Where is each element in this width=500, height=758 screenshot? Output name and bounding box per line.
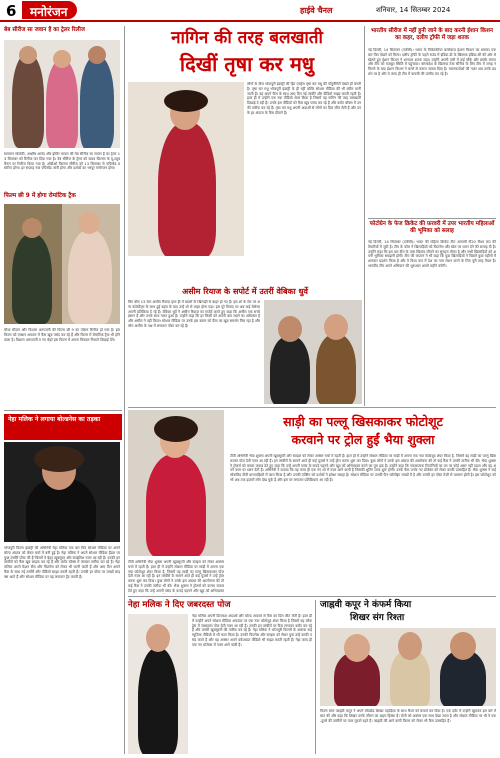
janhvi-headline-1: जाह्नवी कपूर ने कंफर्म किया (320, 600, 412, 610)
janhvi-photo (320, 628, 496, 706)
neha-photo-1 (4, 442, 120, 542)
asim-body: बिग बॉस 13 फेम असीम रियाज़ हाल ही में खतरों के खिलाड़ी से बाहर हो गए हैं। इस शो के सेट पर अन्य कंटेस्टेंट्स के साथ हुई बहस के बाद उन्हें शो से बाहर होना पड़ा। इस पूरे विवाद पर अब कई सेलेब्स अपनी प्रतिक्रिया दे रहे हैं। वेबिका धुर्वे ने असीम रियाज़ का सपोर्ट करते हुए कहा कि असीम एक सच्चे इंसान हैं और उनके साथ गलत हुआ है। उन्होंने कहा कि हर किसी को अपनी बात रखने का अधिकार है और असीम ने वही किया। सोशल मीडिया पर उनके इस बयान को फैंस का खूब समर्थन मिल रहा है और लोग असीम के पक्ष में लगातार पोस्ट कर रहे हैं। (128, 300, 260, 328)
feature-body: टीवी अभिनेत्री भैया शुक्ला अपनी खूबसूरती और स्टाइल को लेकर अक्सर चर्चा में रहती हैं। हाल ही में उन्होंने सोशल मीडिया पर साड़ी में अपना एक नया फोटोशूट शेयर किया है, जिसमें वह साड़ी का पल्लू खिसकाकर पोज़ देती नज़र आ रही हैं। इन तस्वीरों के सामने आते ही कई यूज़र्स ने उन्हें ट्रोल करना शुरू कर दिया। कुछ लोगों ने उनके इस अंदाज़ की आलोचना की तो कई फैंस ने उनकी तारीफ भी की। भैया शुक्ला ने ट्रोलर्स को करारा जवाब देते हुए कहा कि उन्हें अपनी पसंद के कपड़े पहनने और खुद को अभिव्यक्त करने का पूरा हक़ है। उन्होंने कहा कि नकारात्मक टिप्पणियों का उन पर कोई असर नहीं पड़ता और वह अपने काम पर ध्यान देती हैं। अभिनेत्री ने बताया कि वह जल्द ही एक नए शो में नज़र आने वाली हैं जिसकी शूटिंग जल्द शुरू होगी। उनके फैंस उनके नए प्रोजेक्ट को लेकर काफी उत्साहित हैं। भैया शुक्ला ने कई लोकप्रिय टीवी धारावाहिकों में काम किया है और उनकी एक्टिंग को दर्शकों ने हमेशा सराहा है। सोशल मीडिया पर उनकी फैन फॉलोइंग लाखों में है और उनकी हर पोस्ट तेज़ी से वायरल होती है। इस फोटोशूट को भी अब तक हज़ारों लोग देख चुके हैं और इस पर लगातार प्रतिक्रियाएं आ रही हैं। (230, 454, 496, 482)
neha-photo-2 (128, 614, 188, 754)
bottom-mid-headline: नेहा मलिक ने दिए जबरदस्त पोज (128, 600, 231, 610)
divider (124, 26, 125, 754)
divider (128, 596, 496, 597)
janhvi-body: फिल्म स्टार जाह्नवी कपूर ने अपने बॉयफ्रेंड शिखर पहाड़िया के साथ रिश्ते को कंफर्म कर दिया है। एक इवेंट में उन्होंने खुलकर इस बारे में बात की और कहा कि शिखर उनके जीवन का अहम हिस्सा हैं। दोनों को अक्सर एक साथ देखा जाता है और सोशल मीडिया पर भी वे एक-दूसरे की तस्वीरों पर प्यार लुटाते रहते हैं। जाह्नवी की आने वाली फिल्म को लेकर भी फैंस उत्साहित हैं। (320, 709, 496, 723)
asim-photo (264, 300, 362, 404)
col3-top-headline: भारतीय सीरीज में नहीं हुनी जाने के बाद करनी ईशान किशन का कहर, दलीप ट्रॉफी में जड़ा शतक (370, 28, 494, 41)
film-poster-photo (4, 204, 120, 324)
col3-top-body: नई दिल्ली, 14 सितम्बर (एजेंसी)। भारत के विकेटकीपर बल्लेबाज़ ईशान किशन का धमाका एक बार फिर देखने को मिला। दलीप ट्रॉफी के पहले राउंड में इंडिया-डी के खिलाफ इंडिया-सी की ओर से खेलते हुए ईशान किशन ने शानदार शतक जड़ा। उन्होंने अपनी पारी में कई चौके और छक्के लगाए और टीम को मज़बूत स्थिति में पहुंचाया। बांग्लादेश के खिलाफ टेस्ट सीरीज के लिए टीम में जगह न मिलने के बाद ईशान किशन ने बल्ले से करारा जवाब दिया है। चयनकर्ताओं की नज़र अब उनके प्रदर्शन पर है और वे जल्द ही टीम में वापसी की उम्मीद कर रहे हैं। (368, 48, 496, 76)
col1-mid-body: चौथा सीज़न और विशाल अरुप्तानी की फिल्म छी 9 का पोस्टर रिलीज हो गया है। इस फिल्म को एक्शन अवतार में फैंस खूब पसंद कर रहे हैं और फिल्म में रोमांटिक ट्रैक भी होने वाला है। विशाल अरुप्तानी व नए चेहरे इस फिल्म में अपना किरदार निभाते दिखाई देंगे। (4, 328, 120, 342)
divider (128, 407, 496, 408)
issue-date: शनिवार, 14 सितम्बर 2024 (376, 6, 451, 14)
divider (4, 410, 122, 411)
col1-mid-headline: फिल्म छी 9 में होगा रोमांटिक ट्रैक (4, 193, 76, 199)
bottom-mid-body: नेहा मलिक अपनी दिलकश अदाओं और बोल्ड अवतार से फैंस का दिल जीत लेती हैं। हाल ही में उन्होंने अपने सोशल मीडिया अकाउंट पर एक नया फोटोशूट शेयर किया है जिसमें वह ब्लैक ड्रेस में जबरदस्त पोज़ देती नज़र आ रही हैं। उनकी इन तस्वीरों पर फैंस लगातार कमेंट कर रहे हैं और उनकी खूबसूरती की तारीफ कर रहे हैं। नेहा मलिक ने भोजपुरी फिल्मों के अलावा कई म्यूज़िक वीडियो में भी काम किया है। उनकी फिटनेस और स्टाइल को लेकर युवा उन्हें काफी पसंद करते हैं और वह अक्सर अपने वर्कआउट वीडियो भी साझा करती रहती हैं। नेहा जल्द ही एक नए प्रोजेक्ट में नज़र आने वाली हैं। (192, 614, 312, 647)
col3-mid-body: नई दिल्ली, 14 सितम्बर (एजेंसी)। भारत की महिला क्रिकेट टीम आगामी टी20 विश्व कप की तैयारियों में जुटी है। टीम के कोच ने खिलाड़ियों को फिटनेस और खेल पर ध्यान देने की सलाह दी है। उन्होंने कहा कि इस बार टीम के पास खिताब जीतने का सुनहरा मौका है और सभी खिलाड़ियों को अपनी भूमिका समझनी होगी। टीम की कप्तान ने भी कहा कि युवा खिलाड़ियों ने पिछले कुछ महीनों में शानदार प्रदर्शन किया है और वे विश्व कप में देश का नाम रोशन करने के लिए पूरी तरह तैयार हैं। भारतीय टीम अपने अभियान की शुरुआत अगले महीने करेगी। (368, 240, 496, 268)
main-body: लोगों के बीच भोजपुरी इंडस्ट्री की हिट एक्ट्रेस तृषा कर मधु की पॉपुलैरिटी देखते ही बनती है। तृषा कर मधु भोजपुरी इंडस्ट्री के ही नहीं बल्कि सोशल मीडिया की भी क्वीन मानी जाती हैं। वह अपने फैंस के साथ आए दिन नई तस्वीरें और वीडियो साझा करती रहती हैं। हाल ही में उन्होंने एक नया वीडियो शेयर किया है जिसमें वह नागिन की तरह बलखाती दिखाई दे रही हैं। उनके इस वीडियो को फैंस खूब पसंद कर रहे हैं और कमेंट बॉक्स में उनकी तारीफ कर रहे हैं। तृषा कर मधु अपनी अदाओं से लोगों का दिल जीत लेती हैं और उनके हर अंदाज के फैंस दीवाने हैं। (247, 82, 361, 115)
col3-mid-headline: फोटोग्रेन के फेज क्रिकेट की फ़रवरी में उपर भारतीय महिलाओं की भूमिका को सलाह (369, 221, 495, 234)
col1-neha-headline: नेहा मलिक ने लगाया बोल्डनेस का तड़का (4, 414, 122, 440)
main-headline-2: दिखीं तृषा कर मधु (179, 52, 315, 76)
newspaper-name: हाईवे चैनल (300, 6, 333, 15)
feature-headline-2: करवाने पर ट्रोल हुईं भैया शुक्ला (291, 432, 435, 447)
feature-body-left: टीवी अभिनेत्री भैया शुक्ला अपनी खूबसूरती और स्टाइल को लेकर अक्सर चर्चा में रहती हैं। हाल ही में उन्होंने सोशल मीडिया पर साड़ी में अपना एक नया फोटोशूट शेयर किया है, जिसमें वह साड़ी का पल्लू खिसकाकर पोज़ देती नज़र आ रही हैं। इन तस्वीरों के सामने आते ही कई यूज़र्स ने उन्हें ट्रोल करना शुरू कर दिया। कुछ लोगों ने उनके इस अंदाज़ की आलोचना की तो कई फैंस ने उनकी तारीफ भी की। भैया शुक्ला ने ट्रोलर्स को करारा जवाब देते हुए कहा कि उन्हें अपनी पसंद के कपड़े पहनने और खुद को अभिव्यक्त (128, 560, 224, 593)
webseries-cast-photo (4, 40, 120, 148)
divider (368, 218, 496, 219)
col1-top-headline: बेब सीरीज सा जवान है का ट्रेलर रिलीज (4, 27, 85, 33)
feature-headline-1: साड़ी का पल्लू खिसकाकर फोटोशूट (283, 414, 443, 429)
divider (364, 26, 365, 406)
col1-neha-body: भोजपुरी फिल्म इंडस्ट्री की अभिनेत्री नेहा मलिक एक बार फिर सोशल मीडिया पर अपने बोल्ड अंदाज को लेकर चर्चा में बनी हुई हैं। नेहा मलिक ने अपने सोशल मीडिया हैंडल पर कुछ तस्वीरें पोस्ट की हैं जिसमें वे बेहद खूबसूरत और स्टाइलिश नजर आ रही हैं। उनकी इन तस्वीरों को फैंस खूब लाइक कर रहे हैं और कमेंट बॉक्स में जमकर तारीफ कर रहे हैं। नेहा मलिक अपने फैशन सेंस और फिटनेस को लेकर भी जानी जाती हैं और आए दिन अपने फैंस के साथ नई तस्वीरें और वीडियो साझा करती रहती हैं। उनकी हर पोस्ट पर लाखों लाइक्स आते हैं और सोशल मीडिया पर वह लगातार ट्रेंड करती हैं। (4, 546, 120, 579)
janhvi-headline-2: शिखर संग रिश्ता (350, 613, 405, 623)
divider (315, 600, 316, 754)
trisha-photo (128, 82, 244, 256)
bhaiya-shukla-photo (128, 410, 224, 556)
asim-headline: असीम रियाज के सपोर्ट में उतरीं वेबिका धुर्वे (182, 287, 308, 296)
section-label: मनोरंजन (22, 1, 77, 19)
main-headline-1: नागिन की तरह बलखाती (171, 28, 323, 48)
col1-top-body: सलमान सोलंकी, आशीष आनंद और इम्तिर चावल की वेब सीरीज सा जवान है का ट्रेलर 13 सितम्बर को रिलीज कर दिया गया है। वेब सीरीज के ट्रेलर को यादव फिल्म्स के यू-ट्यूब चैनल पर रिलीज किया गया है। ओडीओ फिल्म्स सीरीज को 13 सितम्बर से एपिसोड प्रसारित होगा। हर सप्ताह नया एपिसोड जारी होगा और दर्शकों का भरपूर मनोरंजन होगा। (4, 152, 120, 171)
page-number: 6 (6, 2, 17, 20)
